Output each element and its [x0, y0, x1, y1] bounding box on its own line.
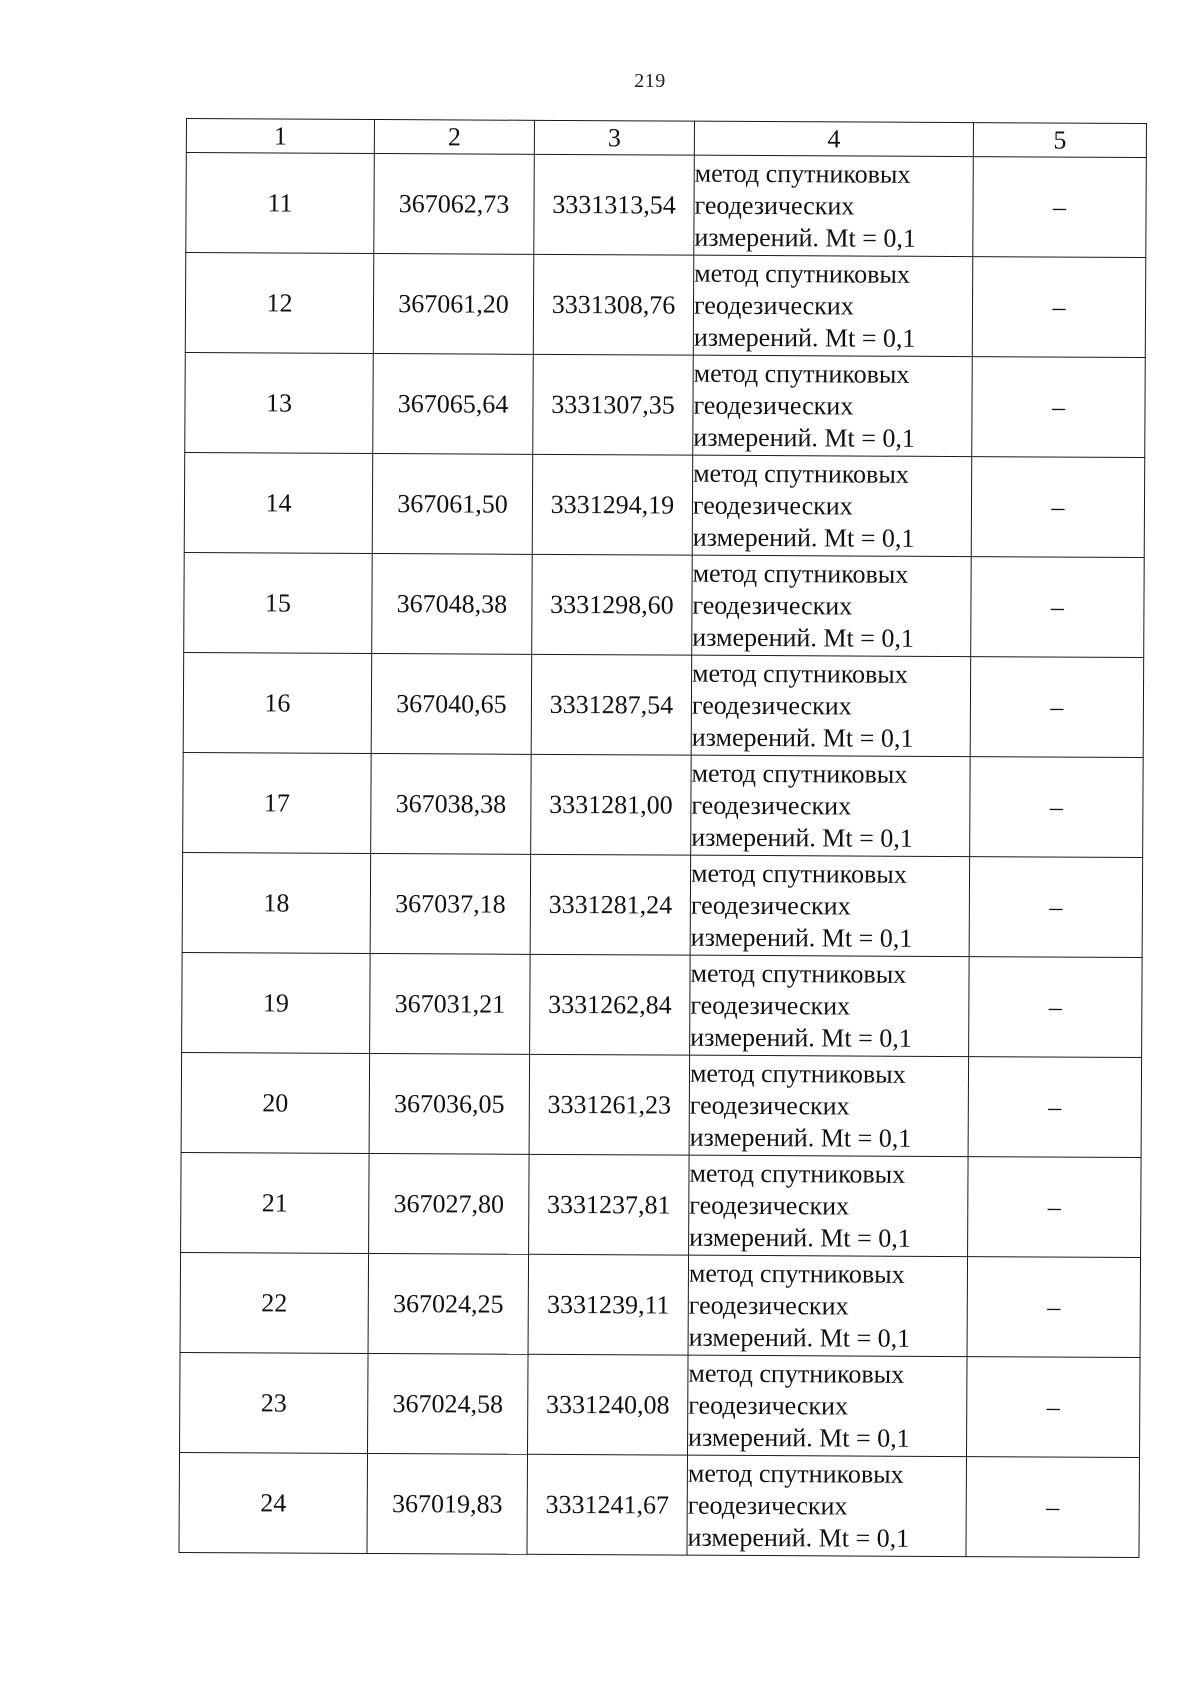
point-number-cell: 13 [185, 352, 374, 453]
note-cell: – [967, 1357, 1141, 1458]
point-number-cell: 16 [183, 652, 372, 753]
method-line: метод спутниковых [693, 358, 910, 389]
method-line: геодезических [691, 690, 852, 720]
note-cell: – [972, 357, 1146, 458]
method-description-cell [690, 855, 970, 956]
point-number-cell: 22 [180, 1252, 369, 1353]
note-cell: – [973, 157, 1147, 258]
point-number-cell: 21 [181, 1152, 370, 1253]
table-row [181, 1052, 1142, 1157]
y-coordinate-cell: 3331281,00 [531, 754, 692, 855]
method-line: измерений. Mt = 0,1 [693, 422, 916, 453]
table-row [185, 352, 1146, 457]
method-line: метод спутниковых [694, 158, 911, 189]
method-line: измерений. Mt = 0,1 [692, 522, 915, 553]
method-line: измерений. Mt = 0,1 [691, 722, 914, 753]
table-row [180, 1352, 1141, 1457]
note-cell: – [966, 1457, 1140, 1558]
table-row [182, 952, 1143, 1057]
point-number-cell: 11 [186, 153, 375, 254]
method-line: геодезических [689, 1190, 850, 1220]
method-description-cell [689, 1055, 969, 1156]
header-col-5: 5 [973, 123, 1146, 158]
method-line: измерений. Mt = 0,1 [689, 1122, 912, 1153]
method-line: метод спутниковых [687, 1458, 904, 1489]
method-line: геодезических [688, 1390, 849, 1420]
table-row [185, 253, 1146, 358]
table-row [184, 452, 1145, 557]
method-line: метод спутниковых [692, 658, 908, 689]
method-line: геодезических [692, 590, 853, 620]
note-cell: – [967, 1257, 1141, 1358]
method-line: геодезических [688, 1290, 849, 1320]
note-cell: – [970, 757, 1144, 858]
method-line: геодезических [687, 1490, 848, 1520]
method-line: метод спутниковых [690, 858, 907, 889]
point-number-cell: 18 [182, 852, 371, 953]
header-row [186, 119, 1146, 158]
point-number-cell: 12 [185, 253, 374, 354]
method-line: метод спутниковых [694, 258, 910, 289]
table-row [181, 1152, 1142, 1257]
method-line: измерений. Mt = 0,1 [691, 822, 913, 853]
x-coordinate-cell: 367019,83 [367, 1453, 528, 1554]
y-coordinate-cell: 3331298,60 [532, 554, 693, 655]
y-coordinate-cell: 3331237,81 [529, 1154, 690, 1255]
method-line: геодезических [692, 490, 853, 520]
x-coordinate-cell: 367036,05 [369, 1053, 530, 1154]
x-coordinate-cell: 367048,38 [372, 553, 533, 654]
point-number-cell: 23 [180, 1352, 369, 1453]
table-header [186, 119, 1146, 158]
method-line: измерений. Mt = 0,1 [687, 1522, 910, 1553]
method-line: метод спутниковых [688, 1258, 905, 1289]
y-coordinate-cell: 3331287,54 [531, 654, 692, 755]
x-coordinate-cell: 367062,73 [374, 153, 535, 254]
method-line: геодезических [690, 890, 851, 920]
method-line: геодезических [693, 290, 854, 320]
table-row [186, 153, 1147, 258]
x-coordinate-cell: 367065,64 [373, 353, 534, 454]
method-line: геодезических [689, 1090, 850, 1120]
y-coordinate-cell: 3331281,24 [530, 854, 691, 955]
method-description-cell [692, 455, 972, 556]
note-cell: – [969, 957, 1143, 1058]
method-description-cell [693, 355, 973, 456]
method-line: метод спутниковых [689, 1058, 906, 1089]
x-coordinate-cell: 367038,38 [371, 753, 532, 854]
method-description-cell [690, 955, 970, 1056]
header-col-4: 4 [694, 121, 973, 156]
table-row [182, 852, 1143, 957]
x-coordinate-cell: 367040,65 [371, 653, 532, 754]
x-coordinate-cell: 367027,80 [369, 1153, 530, 1254]
note-cell: – [969, 857, 1143, 958]
y-coordinate-cell: 3331307,35 [533, 354, 694, 455]
x-coordinate-cell: 367024,25 [368, 1253, 529, 1354]
y-coordinate-cell: 3331308,76 [533, 254, 694, 355]
method-description-cell [687, 1455, 967, 1556]
method-line: измерений. Mt = 0,1 [688, 1322, 911, 1353]
x-coordinate-cell: 367061,50 [372, 453, 533, 554]
note-cell: – [968, 1157, 1142, 1258]
method-line: метод спутниковых [693, 458, 909, 489]
method-line: геодезических [690, 990, 851, 1020]
x-coordinate-cell: 367031,21 [370, 953, 531, 1054]
method-description-cell [691, 755, 971, 856]
note-cell: – [971, 557, 1145, 658]
method-line: измерений. Mt = 0,1 [694, 222, 917, 253]
coordinates-table-wrapper [178, 118, 1146, 1558]
y-coordinate-cell: 3331262,84 [530, 954, 691, 1055]
note-cell: – [970, 657, 1144, 758]
method-line: измерений. Mt = 0,1 [693, 322, 916, 353]
x-coordinate-cell: 367037,18 [370, 853, 531, 954]
method-line: измерений. Mt = 0,1 [689, 1222, 911, 1253]
point-number-cell: 14 [184, 452, 373, 553]
method-description-cell [694, 155, 974, 256]
method-line: измерений. Mt = 0,1 [688, 1422, 910, 1453]
method-description-cell [692, 555, 972, 656]
method-description-cell [689, 1155, 969, 1256]
method-description-cell [691, 655, 971, 756]
y-coordinate-cell: 3331240,08 [528, 1354, 689, 1455]
y-coordinate-cell: 3331294,19 [532, 454, 693, 555]
method-line: метод спутниковых [690, 958, 907, 989]
header-col-3: 3 [534, 120, 694, 155]
header-col-1: 1 [186, 119, 374, 154]
method-line: измерений. Mt = 0,1 [690, 922, 913, 953]
point-number-cell: 24 [179, 1452, 368, 1553]
method-line: геодезических [691, 790, 852, 820]
method-line: геодезических [694, 190, 855, 221]
y-coordinate-cell: 3331241,67 [527, 1454, 688, 1555]
y-coordinate-cell: 3331261,23 [529, 1054, 690, 1155]
point-number-cell: 19 [182, 952, 371, 1053]
method-description-cell [688, 1355, 968, 1456]
method-line: метод спутниковых [691, 758, 908, 789]
point-number-cell: 20 [181, 1052, 370, 1153]
note-cell: – [968, 1057, 1142, 1158]
table-row [180, 1252, 1141, 1357]
table-row [183, 652, 1144, 757]
table-body [179, 153, 1146, 1558]
y-coordinate-cell: 3331313,54 [534, 154, 695, 255]
point-number-cell: 15 [184, 552, 373, 653]
note-cell: – [971, 457, 1145, 558]
table-row [179, 1452, 1140, 1557]
x-coordinate-cell: 367024,58 [368, 1353, 529, 1454]
coordinates-table [178, 118, 1147, 1558]
method-line: метод спутниковых [692, 558, 909, 589]
table-row [184, 552, 1145, 657]
method-line: геодезических [693, 390, 854, 420]
header-col-2: 2 [374, 119, 534, 154]
method-line: измерений. Mt = 0,1 [692, 622, 914, 653]
method-line: метод спутниковых [688, 1358, 905, 1389]
method-line: измерений. Mt = 0,1 [690, 1022, 912, 1053]
table-row [183, 752, 1144, 857]
x-coordinate-cell: 367061,20 [373, 253, 534, 354]
point-number-cell: 17 [183, 752, 372, 853]
method-description-cell [693, 255, 973, 356]
note-cell: – [972, 257, 1146, 358]
page-number: 219 [634, 70, 666, 92]
method-line: метод спутниковых [689, 1158, 906, 1189]
y-coordinate-cell: 3331239,11 [528, 1254, 689, 1355]
method-description-cell [688, 1255, 968, 1356]
